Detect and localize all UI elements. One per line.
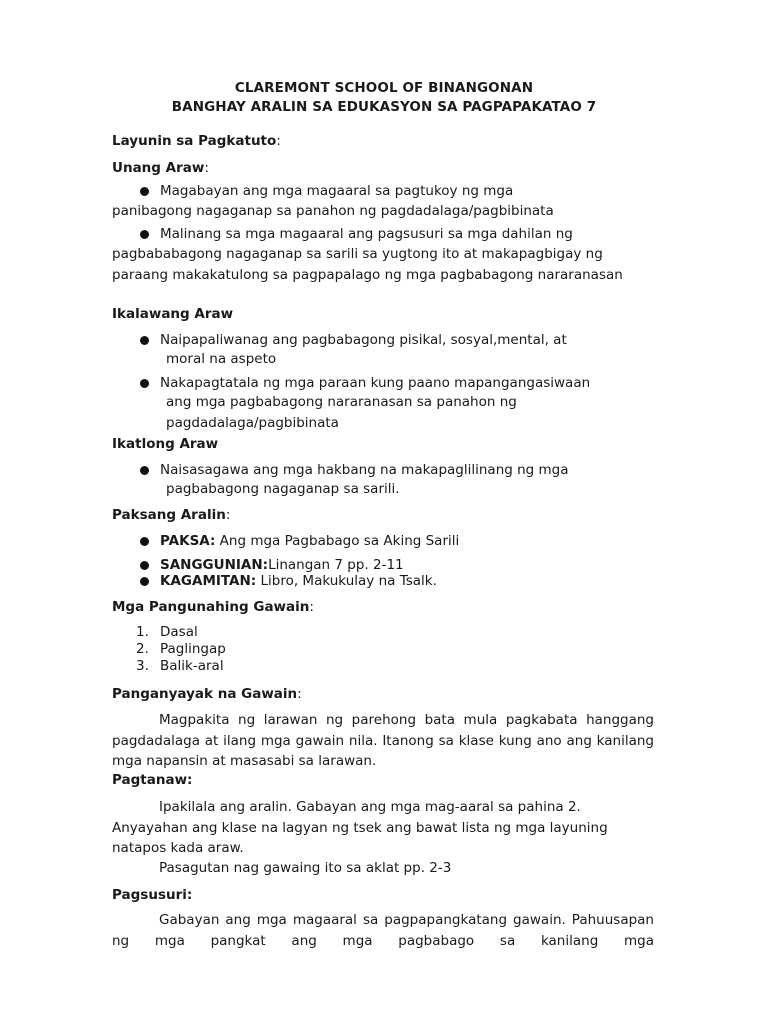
motivation-paragraph: Magpakita ng larawan ng parehong bata mula pagkabata hanggang pagdadalaga at ilang mga gawain nila. Itanong sa klase kung ano ang kanilang mga napansin at masasabi sa larawan. — [112, 712, 654, 769]
day1-item-2-rest: pagbababagong nagaganap sa sarili sa yugtong ito at makapagbigay ng paraang makakatulong sa pagpapalago ng mga pagbabagong nararanasan — [112, 246, 623, 283]
day2-item-1-first: Naipapaliwanag ang pagbabagong pisikal, sosyal,mental, at — [160, 332, 567, 348]
bullet-icon — [140, 466, 149, 475]
presentation-paragraph-2: Pasagutan nag gawaing ito sa aklat pp. 2-3 — [159, 860, 452, 876]
bullet-icon — [140, 230, 149, 239]
bullet-icon — [140, 379, 149, 388]
day3-item-1-rest: pagbabagong nagaganap sa sarili. — [166, 481, 400, 497]
subject-matter-heading: Paksang Aralin: — [112, 507, 231, 523]
routine-item-3: Balik-aral — [160, 658, 224, 674]
bullet-icon — [140, 187, 149, 196]
objectives-heading: Layunin sa Pagkatuto: — [112, 133, 281, 149]
day2-item-2-first: Nakapagtatala ng mga paraan kung paano mapangangasiwaan — [160, 375, 591, 391]
analysis-heading: Pagsusuri: — [112, 887, 193, 903]
day1-item-1-rest: panibagong nagaganap sa panahon ng pagdadalaga/pagbibinata — [112, 203, 554, 219]
routine-item-2: Paglingap — [160, 641, 226, 657]
analysis-paragraph: Gabayan ang mga magaaral sa pagpapangkatang gawain. Pahuusapan ng mga pangkat ang mga pagbabago sa kanilang mga — [112, 912, 654, 949]
bullet-icon — [140, 537, 149, 546]
day1-heading: Unang Araw: — [112, 160, 209, 176]
day1-item-1-first: Magabayan ang mga magaaral sa pagtukoy ng mga — [160, 183, 514, 199]
day2-heading: Ikalawang Araw — [112, 306, 234, 322]
routine-item-1: Dasal — [160, 624, 198, 640]
presentation-paragraph-1: Ipakilala ang aralin. Gabayan ang mga mag-aaral sa pahina 2. Anyayahan ang klase na lagyan ng tsek ang bawat lista ng mga layuning natapos kada araw. — [112, 799, 608, 856]
routine-item-3-num: 3. — [136, 658, 149, 674]
subject-item-reference: SANGGUNIAN:Linangan 7 pp. 2-11 — [160, 557, 404, 573]
motivation-heading: Panganyayak na Gawain: — [112, 686, 302, 702]
routine-item-1-num: 1. — [136, 624, 149, 640]
day3-heading: Ikatlong Araw — [112, 436, 219, 452]
day2-item-2-rest: ang mga pagbabagong nararanasan sa panahon ng pagdadalaga/pagbibinata — [166, 394, 517, 431]
bullet-icon — [140, 336, 149, 345]
day1-item-2-first: Malinang sa mga magaaral ang pagsusuri sa mga dahilan ng — [160, 226, 573, 242]
bullet-icon — [140, 577, 149, 586]
bullet-icon — [140, 561, 149, 570]
subject-item-materials: KAGAMITAN: Libro, Makukulay na Tsalk. — [160, 573, 437, 589]
presentation-heading: Pagtanaw: — [112, 772, 193, 788]
school-name: CLAREMONT SCHOOL OF BINANGONAN — [234, 80, 534, 96]
subject-item-topic: PAKSA: Ang mga Pagbabago sa Aking Sarili — [160, 533, 460, 549]
day2-item-1-rest: moral na aspeto — [166, 351, 277, 367]
day3-item-1-first: Naisasagawa ang mga hakbang na makapaglilinang ng mga — [160, 462, 569, 478]
routine-item-2-num: 2. — [136, 641, 149, 657]
routine-heading: Mga Pangunahing Gawain: — [112, 599, 314, 615]
document-title: BANGHAY ARALIN SA EDUKASYON SA PAGPAPAKATAO 7 — [171, 99, 597, 115]
